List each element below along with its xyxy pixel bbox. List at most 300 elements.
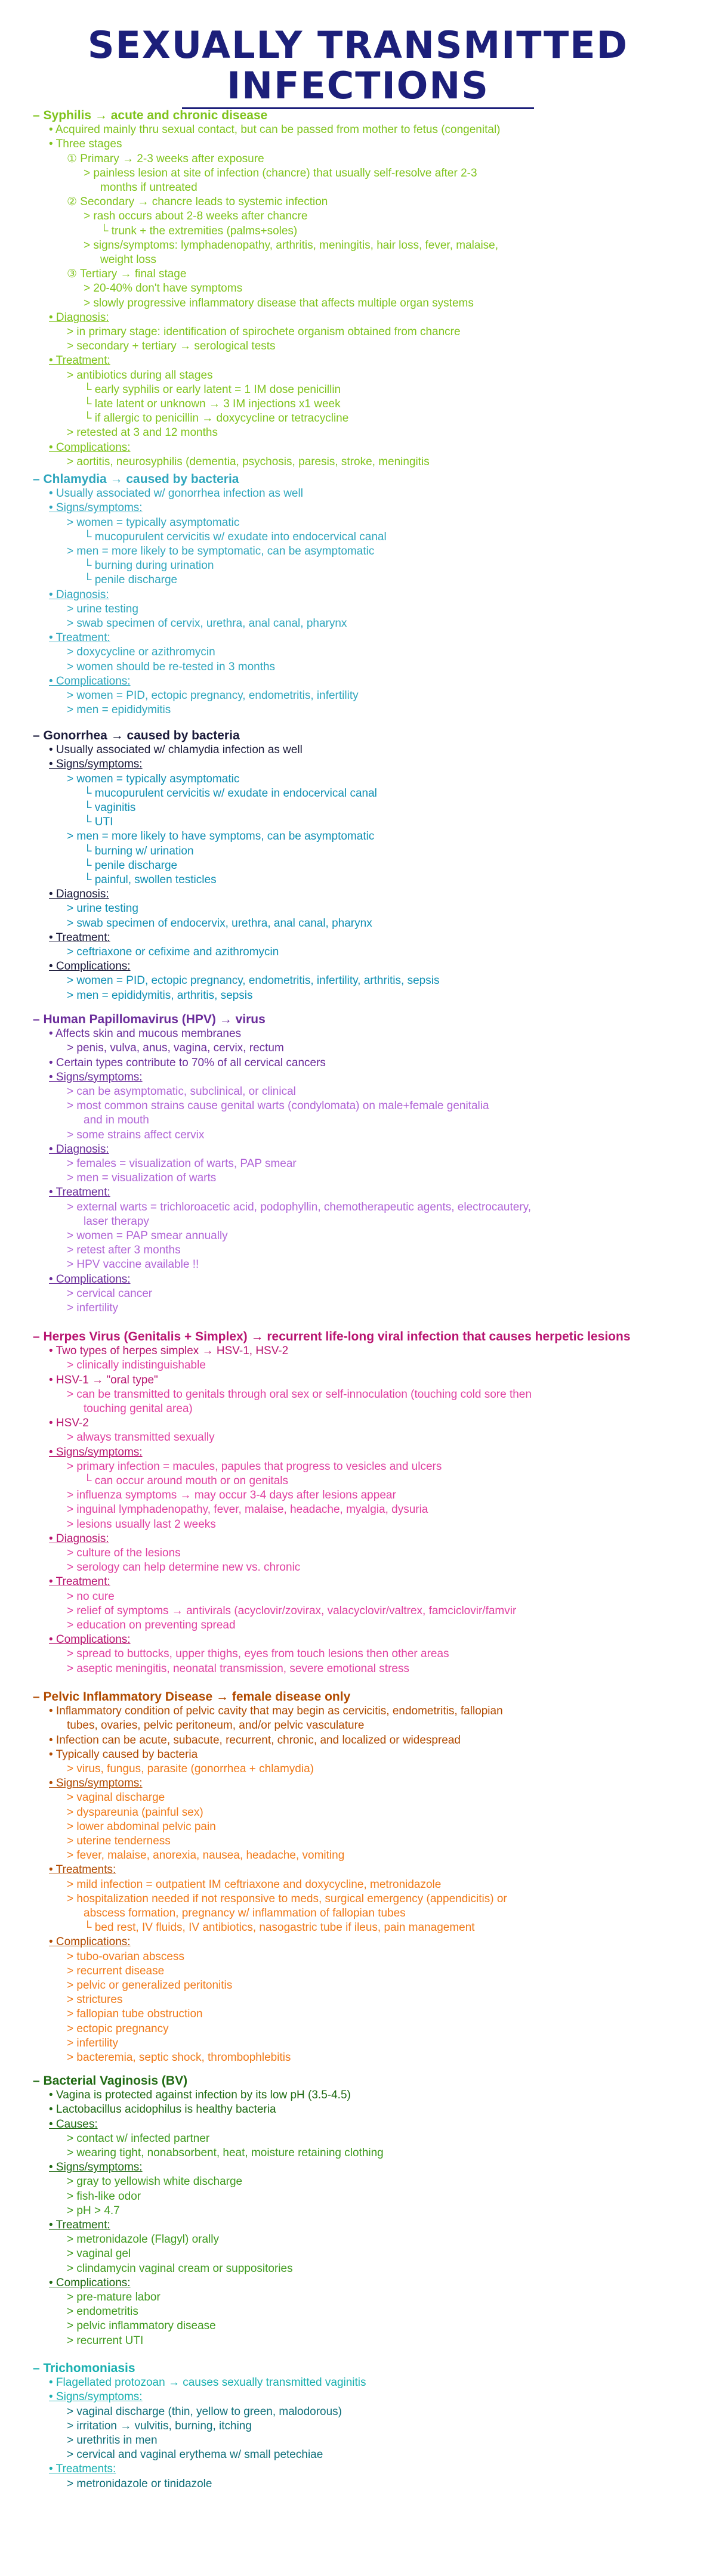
note-line <box>49 354 110 368</box>
note-text: • Complications: <box>49 1936 131 1949</box>
note-text: • Affects skin and mucous membranes <box>49 1027 242 1041</box>
note-text: └ penile discharge <box>84 859 178 872</box>
note-line <box>67 1287 152 1301</box>
note-text: • Usually associated w/ gonorrhea infection as well <box>49 487 303 500</box>
note-text: > can be asymptomatic, subclinical, or clinical <box>67 1085 296 1098</box>
note-text: > lower abdominal pelvic pain <box>67 1820 216 1833</box>
note-line <box>84 573 177 587</box>
note-text: > pelvic inflammatory disease <box>67 2320 216 2333</box>
note-text: > mild infection = outpatient IM ceftriaxone and doxycycline, metronidazole <box>67 1878 442 1891</box>
note-text: > slowly progressive inflammatory disease that affects multiple organ systems <box>84 296 474 309</box>
note-text: > strictures <box>67 1993 123 2007</box>
note-line <box>67 1085 296 1099</box>
note-text: ① Primary → 2-3 weeks after exposure <box>67 152 264 165</box>
note-text: • Treatment: <box>49 631 110 645</box>
note-text: > men = visualization of warts <box>67 1172 217 1185</box>
note-text: > HPV vaccine available !! <box>67 1258 199 1271</box>
note-line <box>67 1618 236 1633</box>
note-text: > lesions usually last 2 weeks <box>67 1518 216 1531</box>
note-line <box>67 2051 291 2065</box>
note-line <box>49 588 109 602</box>
note-text: > relief of symptoms → antivirals (acyclovir/zovirax, valacyclovir/valtrex, famciclovir/famvir <box>67 1604 517 1617</box>
note-text: > vaginal gel <box>67 2247 131 2261</box>
note-text: > signs/symptoms: lymphadenopathy, arthritis, meningitis, hair loss, fever, malaise, <box>84 239 499 252</box>
note-line <box>67 516 239 530</box>
note-line <box>67 2007 203 2021</box>
note-line <box>67 2036 118 2051</box>
note-text: > serology can help determine new vs. chronic <box>67 1561 301 1574</box>
note-text: • Signs/symptoms: <box>49 758 143 771</box>
note-line <box>49 441 131 455</box>
note-text: └ painful, swollen testicles <box>84 874 217 886</box>
note-line <box>67 2305 138 2319</box>
note-text: └ burning w/ urination <box>84 844 194 857</box>
note-text: > influenza symptoms → may occur 3-4 days after lesions appear <box>67 1489 396 1502</box>
note-line <box>49 1416 89 1431</box>
note-line <box>67 989 253 1003</box>
note-text: > penis, vulva, anus, vagina, cervix, rectum <box>67 1042 284 1055</box>
note-line <box>49 137 122 151</box>
note-text: > always transmitted sexually <box>67 1431 215 1444</box>
note-text: – Chlamydia → caused by bacteria <box>33 472 239 486</box>
note-text: • Complications: <box>49 441 131 454</box>
note-text: • Treatment: <box>49 2219 110 2231</box>
note-text: > fever, malaise, anorexia, nausea, headache, vomiting <box>67 1849 345 1862</box>
note-line <box>67 1849 344 1863</box>
note-text: ③ Tertiary → final stage <box>67 268 187 281</box>
note-line <box>67 1503 428 1517</box>
note-line <box>84 239 498 253</box>
note-line <box>67 195 328 209</box>
note-line <box>67 2146 384 2160</box>
note-line <box>67 325 461 339</box>
note-text: > recurrent disease <box>67 1964 165 1977</box>
note-text: • Diagnosis: <box>49 888 109 901</box>
note-line <box>49 2376 366 2390</box>
note-text: • Treatment: <box>49 1186 110 1199</box>
note-line <box>49 1776 143 1791</box>
note-text: > irritation → vulvitis, burning, itching <box>67 2419 252 2432</box>
note-text: • Signs/symptoms: <box>49 2161 143 2174</box>
note-text: – Bacterial Vaginosis (BV) <box>33 2074 188 2088</box>
note-line <box>67 945 279 959</box>
note-line <box>67 1762 314 1776</box>
note-line <box>67 2433 158 2448</box>
note-line <box>67 1128 204 1143</box>
note-text: > clinically indistinguishable <box>67 1359 206 1372</box>
note-text: > most common strains cause genital warts (condylomata) on male+female genitalia <box>67 1100 489 1113</box>
note-text: > females = visualization of warts, PAP smear <box>67 1157 297 1170</box>
note-line <box>84 859 177 873</box>
note-line <box>49 2218 110 2233</box>
note-text: > hospitalization needed if not responsive to meds, surgical emergency (appendicitis) or <box>67 1892 507 1905</box>
note-text: └ early syphilis or early latent = 1 IM dose penicillin <box>84 383 341 396</box>
note-text: └ UTI <box>84 816 113 829</box>
note-line <box>49 1863 116 1877</box>
note-text: • Vagina is protected against infection by its low pH (3.5-4.5) <box>49 2089 351 2102</box>
note-line <box>84 559 214 573</box>
note-text: • Acquired mainly thru sexual contact, but can be passed from mother to fetus (congenital) <box>49 123 501 137</box>
note-line <box>67 455 430 469</box>
note-text: > spread to buttocks, upper thighs, eyes from touch lesions then other areas <box>67 1648 449 1661</box>
note-line <box>67 2233 219 2247</box>
note-text: > swab specimen of cervix, urethra, anal canal, pharynx <box>67 617 347 630</box>
note-text: months if untreated <box>100 181 197 194</box>
note-text: > vaginal discharge <box>67 1791 165 1804</box>
note-line <box>84 281 242 296</box>
note-line <box>67 829 374 844</box>
note-line <box>100 253 156 267</box>
note-line <box>67 1431 215 1445</box>
note-text: > urethritis in men <box>67 2434 158 2447</box>
note-line <box>67 1892 507 1906</box>
note-line <box>67 1099 489 1113</box>
note-line <box>67 2190 141 2204</box>
note-text: • Complications: <box>49 960 131 973</box>
note-text: └ mucopurulent cervicitis w/ exudate into endocervical canal <box>84 530 387 543</box>
note-line <box>49 2160 143 2175</box>
note-text: • Two types of herpes simplex → HSV-1, HSV-2 <box>49 1345 289 1358</box>
note-line <box>49 959 131 974</box>
note-line <box>100 181 197 195</box>
note-text: touching genital area) <box>84 1402 193 1415</box>
note-text: > women = typically asymptomatic <box>67 516 240 529</box>
note-text: • Treatments: <box>49 2463 116 2476</box>
section-heading <box>33 2074 187 2088</box>
note-text: > contact w/ infected partner <box>67 2132 210 2145</box>
note-line <box>49 1633 131 1647</box>
note-text: • Complications: <box>49 1272 131 1286</box>
note-line <box>67 689 359 703</box>
note-line <box>84 1402 193 1416</box>
note-text: > retest after 3 months <box>67 1244 181 1257</box>
note-line <box>67 1518 216 1532</box>
note-text: > swab specimen of endocervix, urethra, anal canal, pharynx <box>67 917 372 930</box>
note-text: > no cure <box>67 1590 115 1603</box>
note-text: • HSV-2 <box>49 1417 89 1430</box>
note-line <box>67 1546 181 1561</box>
note-line <box>67 1719 364 1733</box>
note-text: > bacteremia, septic shock, thrombophlebitis <box>67 2051 291 2064</box>
note-text: and in mouth <box>84 1114 149 1127</box>
note-text: > infertility <box>67 1302 119 1314</box>
note-line <box>67 2022 169 2036</box>
note-text: – Human Papillomavirus (HPV) → virus <box>33 1013 266 1026</box>
note-text: > fish-like odor <box>67 2190 141 2203</box>
note-line <box>49 631 110 645</box>
page-title-line-2: INFECTIONS <box>227 64 489 107</box>
note-text: • Complications: <box>49 674 131 688</box>
note-line <box>67 1820 216 1834</box>
note-text: • Signs/symptoms: <box>49 2391 143 2404</box>
note-text: > metronidazole or tinidazole <box>67 2477 212 2490</box>
note-line <box>67 2448 323 2462</box>
note-line <box>67 2319 216 2333</box>
note-text: • Causes: <box>49 2117 98 2131</box>
note-line <box>67 1979 232 1993</box>
note-line <box>84 296 474 311</box>
note-text: > aortitis, neurosyphilis (dementia, psychosis, paresis, stroke, meningitis <box>67 455 430 468</box>
note-text: – Pelvic Inflammatory Disease → female disease only <box>33 1690 351 1704</box>
note-line <box>49 674 131 689</box>
note-line <box>67 2247 131 2261</box>
section-heading <box>33 2361 135 2376</box>
note-text: > external warts = trichloroacetic acid, podophyllin, chemotherapeutic agents, electrocautery, <box>67 1200 532 1213</box>
note-line <box>67 2419 252 2433</box>
note-line <box>67 544 374 559</box>
note-line <box>67 1878 441 1892</box>
note-line <box>49 2117 98 2132</box>
note-line <box>67 902 138 916</box>
note-line <box>49 1733 461 1748</box>
note-line <box>67 1358 206 1373</box>
note-text: • Treatment: <box>49 1575 110 1589</box>
note-text: > antibiotics during all stages <box>67 369 213 382</box>
note-line <box>67 703 171 717</box>
note-text: weight loss <box>100 253 156 266</box>
note-line <box>67 2262 293 2276</box>
note-text: • HSV-1 → "oral type" <box>49 1373 158 1386</box>
note-text: > inguinal lymphadenopathy, fever, malaise, headache, myalgia, dysuria <box>67 1503 428 1516</box>
note-line <box>84 397 341 411</box>
note-text: └ bed rest, IV fluids, IV antibiotics, nasogastric tube if ileus, pain management <box>84 1921 475 1934</box>
note-text: • Diagnosis: <box>49 588 109 601</box>
note-text: > vaginal discharge (thin, yellow to green, malodorous) <box>67 2405 342 2418</box>
note-line <box>49 743 303 757</box>
note-line <box>67 1647 449 1661</box>
note-line <box>49 1575 110 1589</box>
note-line <box>49 1272 131 1287</box>
note-text: > urine testing <box>67 902 138 915</box>
note-line <box>67 1604 516 1618</box>
note-line <box>67 917 372 931</box>
note-text: > painless lesion at site of infection (chancre) that usually self-resolve after 2-3 <box>84 166 477 179</box>
note-text: > metronidazole (Flagyl) orally <box>67 2233 220 2246</box>
note-text: • Treatment: <box>49 354 110 367</box>
note-text: tubes, ovaries, pelvic peritoneum, and/or pelvic vasculature <box>67 1719 365 1732</box>
section-heading <box>33 1013 266 1027</box>
note-line <box>84 1215 149 1229</box>
note-text: > urine testing <box>67 602 138 615</box>
note-line <box>67 974 439 988</box>
note-line <box>67 1561 300 1575</box>
note-line <box>49 1056 326 1070</box>
note-line <box>49 123 501 137</box>
note-line <box>84 844 194 859</box>
note-text: – Syphilis → acute and chronic disease <box>33 109 268 122</box>
note-line <box>49 501 143 515</box>
note-text: • Signs/symptoms: <box>49 1070 143 1083</box>
note-text: └ mucopurulent cervicitis w/ exudate in endocervical canal <box>84 787 377 800</box>
note-text: • Signs/symptoms: <box>49 501 143 515</box>
note-line <box>67 1258 199 1272</box>
note-text: > men = more likely to be symptomatic, can be asymptomatic <box>67 545 375 558</box>
note-text: • Complications: <box>49 2276 131 2289</box>
note-line <box>49 1027 241 1041</box>
note-line <box>49 2462 116 2476</box>
note-text: > cervical and vaginal erythema w/ small petechiae <box>67 2448 323 2462</box>
note-line <box>67 1964 164 1979</box>
section-heading <box>33 472 239 487</box>
note-line <box>67 1950 184 1964</box>
note-text: > uterine tenderness <box>67 1835 171 1847</box>
note-text: • Three stages <box>49 138 122 151</box>
note-line <box>84 873 217 887</box>
note-text: – Trichomoniasis <box>33 2361 135 2375</box>
note-text: > in primary stage: identification of spirochete organism obtained from chancre <box>67 326 461 338</box>
note-line <box>67 267 186 281</box>
note-text: abscess formation, pregnancy w/ inflammation of fallopian tubes <box>84 1907 406 1919</box>
note-text: • Diagnosis: <box>49 1532 109 1545</box>
note-text: > education on preventing spread <box>67 1619 236 1631</box>
note-line <box>67 1488 396 1503</box>
note-text: > women should be re-tested in 3 months <box>67 660 276 673</box>
note-line <box>67 1460 442 1474</box>
note-text: > recurrent UTI <box>67 2334 144 2347</box>
note-line <box>84 166 477 181</box>
note-line <box>49 2103 276 2117</box>
note-line <box>49 887 109 902</box>
note-text: • Signs/symptoms: <box>49 1445 143 1459</box>
note-text: > aseptic meningitis, neonatal transmission, severe emotional stress <box>67 1662 409 1675</box>
note-text: > virus, fungus, parasite (gonorrhea + chlamydia) <box>67 1763 314 1775</box>
note-line <box>49 757 143 772</box>
note-line <box>84 530 387 544</box>
note-text: └ if allergic to penicillin → doxycycline or tetracycline <box>84 412 349 425</box>
note-line <box>49 931 110 945</box>
note-line <box>67 2477 212 2491</box>
note-line <box>49 2390 143 2404</box>
note-text: > women = PID, ectopic pregnancy, endometritis, infertility <box>67 689 359 702</box>
note-text: > men = more likely to have symptoms, can be asymptomatic <box>67 830 375 843</box>
note-line <box>49 2088 351 2103</box>
note-text: • Usually associated w/ chlamydia infection as well <box>49 744 303 757</box>
note-line <box>84 801 135 815</box>
note-text: > ceftriaxone or cefixime and azithromycin <box>67 946 279 958</box>
note-line <box>49 1185 110 1200</box>
note-line <box>49 1748 197 1762</box>
note-text: • Infection can be acute, subacute, recurrent, chronic, and localized or widespread <box>49 1733 461 1747</box>
note-text: > culture of the lesions <box>67 1547 181 1559</box>
note-text: • Treatments: <box>49 1863 116 1877</box>
note-line <box>67 369 213 383</box>
note-line <box>49 2276 131 2290</box>
note-text: > pelvic or generalized peritonitis <box>67 1979 233 1992</box>
note-line <box>67 1791 165 1805</box>
note-line <box>49 1143 109 1157</box>
note-line <box>84 383 341 397</box>
note-text: └ vaginitis <box>84 801 136 814</box>
note-line <box>67 2334 143 2348</box>
note-text: > primary infection = macules, papules that progress to vesicles and ulcers <box>67 1460 442 1473</box>
note-text: • Diagnosis: <box>49 311 109 324</box>
note-text: └ late latent or unknown → 3 IM injections x1 week <box>84 398 341 410</box>
note-line <box>67 1301 118 1315</box>
note-text: • Certain types contribute to 70% of all cervical cancers <box>49 1056 326 1069</box>
note-line <box>67 2175 242 2189</box>
note-text: > cervical cancer <box>67 1287 153 1300</box>
note-line <box>67 426 218 440</box>
note-text: > men = epididymitis, arthritis, sepsis <box>67 989 253 1002</box>
note-line <box>84 1113 149 1128</box>
note-line <box>84 1474 288 1488</box>
note-line <box>67 1662 409 1676</box>
note-line <box>67 152 264 166</box>
note-line <box>84 1921 475 1935</box>
note-line <box>84 411 348 426</box>
note-line <box>67 2204 120 2218</box>
note-text: ② Secondary → chancre leads to systemic infection <box>67 196 328 209</box>
note-text: > rash occurs about 2-8 weeks after chancre <box>84 210 308 223</box>
note-text: • Inflammatory condition of pelvic cavity that may begin as cervicitis, endometritis, fallopian <box>49 1705 503 1718</box>
note-line <box>49 487 303 501</box>
note-text: > ectopic pregnancy <box>67 2022 169 2035</box>
note-line <box>67 1590 115 1604</box>
note-line <box>67 1229 228 1243</box>
note-line <box>67 1388 532 1402</box>
note-line <box>100 224 297 239</box>
note-text: └ can occur around mouth or on genitals <box>84 1475 288 1487</box>
note-line <box>84 209 307 224</box>
note-text: • Complications: <box>49 1633 131 1646</box>
section-heading <box>33 109 267 123</box>
note-text: > clindamycin vaginal cream or suppositories <box>67 2262 293 2275</box>
note-line <box>49 1935 131 1949</box>
note-line <box>49 1532 109 1546</box>
note-line <box>67 1834 171 1849</box>
note-line <box>49 1373 158 1388</box>
note-text: > doxycycline or azithromycin <box>67 646 215 659</box>
note-line <box>67 2132 209 2146</box>
note-line <box>67 339 276 354</box>
section-heading <box>33 1330 631 1344</box>
note-line <box>49 1445 143 1460</box>
note-text: > secondary + tertiary → serological tests <box>67 340 276 353</box>
page-title-line-1: SEXUALLY TRANSMITTED <box>87 23 629 67</box>
note-line <box>67 1243 181 1258</box>
note-text: – Gonorrhea → caused by bacteria <box>33 729 240 742</box>
note-text: > tubo-ovarian abscess <box>67 1950 184 1963</box>
section-heading <box>33 1690 350 1704</box>
note-text: – Herpes Virus (Genitalis + Simplex) → recurrent life-long viral infection that causes herpetic lesions <box>33 1330 631 1343</box>
note-line <box>67 1157 297 1171</box>
note-line <box>67 1171 216 1185</box>
note-text: • Signs/symptoms: <box>49 1777 143 1790</box>
note-text: > dyspareunia (painful sex) <box>67 1806 203 1819</box>
note-text: • Diagnosis: <box>49 1143 109 1156</box>
note-text: • Typically caused by bacteria <box>49 1748 198 1761</box>
note-line <box>67 645 215 660</box>
note-text: > can be transmitted to genitals through oral sex or self-innoculation (touching cold sore then <box>67 1388 532 1401</box>
note-text: > fallopian tube obstruction <box>67 2008 203 2021</box>
note-line <box>49 1704 503 1719</box>
note-text: > women = PID, ectopic pregnancy, endometritis, infertility, arthritis, sepsis <box>67 974 440 987</box>
note-text: > 20-40% don't have symptoms <box>84 282 243 295</box>
note-text: > retested at 3 and 12 months <box>67 426 218 439</box>
note-line <box>67 2405 342 2419</box>
note-text: laser therapy <box>84 1215 149 1228</box>
note-line <box>67 617 347 631</box>
note-text: > wearing tight, nonabsorbent, heat, moisture retaining clothing <box>67 2147 384 2159</box>
note-line <box>67 1806 203 1820</box>
note-line <box>67 660 275 674</box>
note-line <box>49 1344 288 1358</box>
note-line <box>84 815 113 829</box>
note-line <box>49 1070 143 1085</box>
note-line <box>67 1200 531 1215</box>
note-text: > pH > 4.7 <box>67 2204 120 2217</box>
note-text: • Lactobacillus acidophilus is healthy bacteria <box>49 2103 276 2116</box>
